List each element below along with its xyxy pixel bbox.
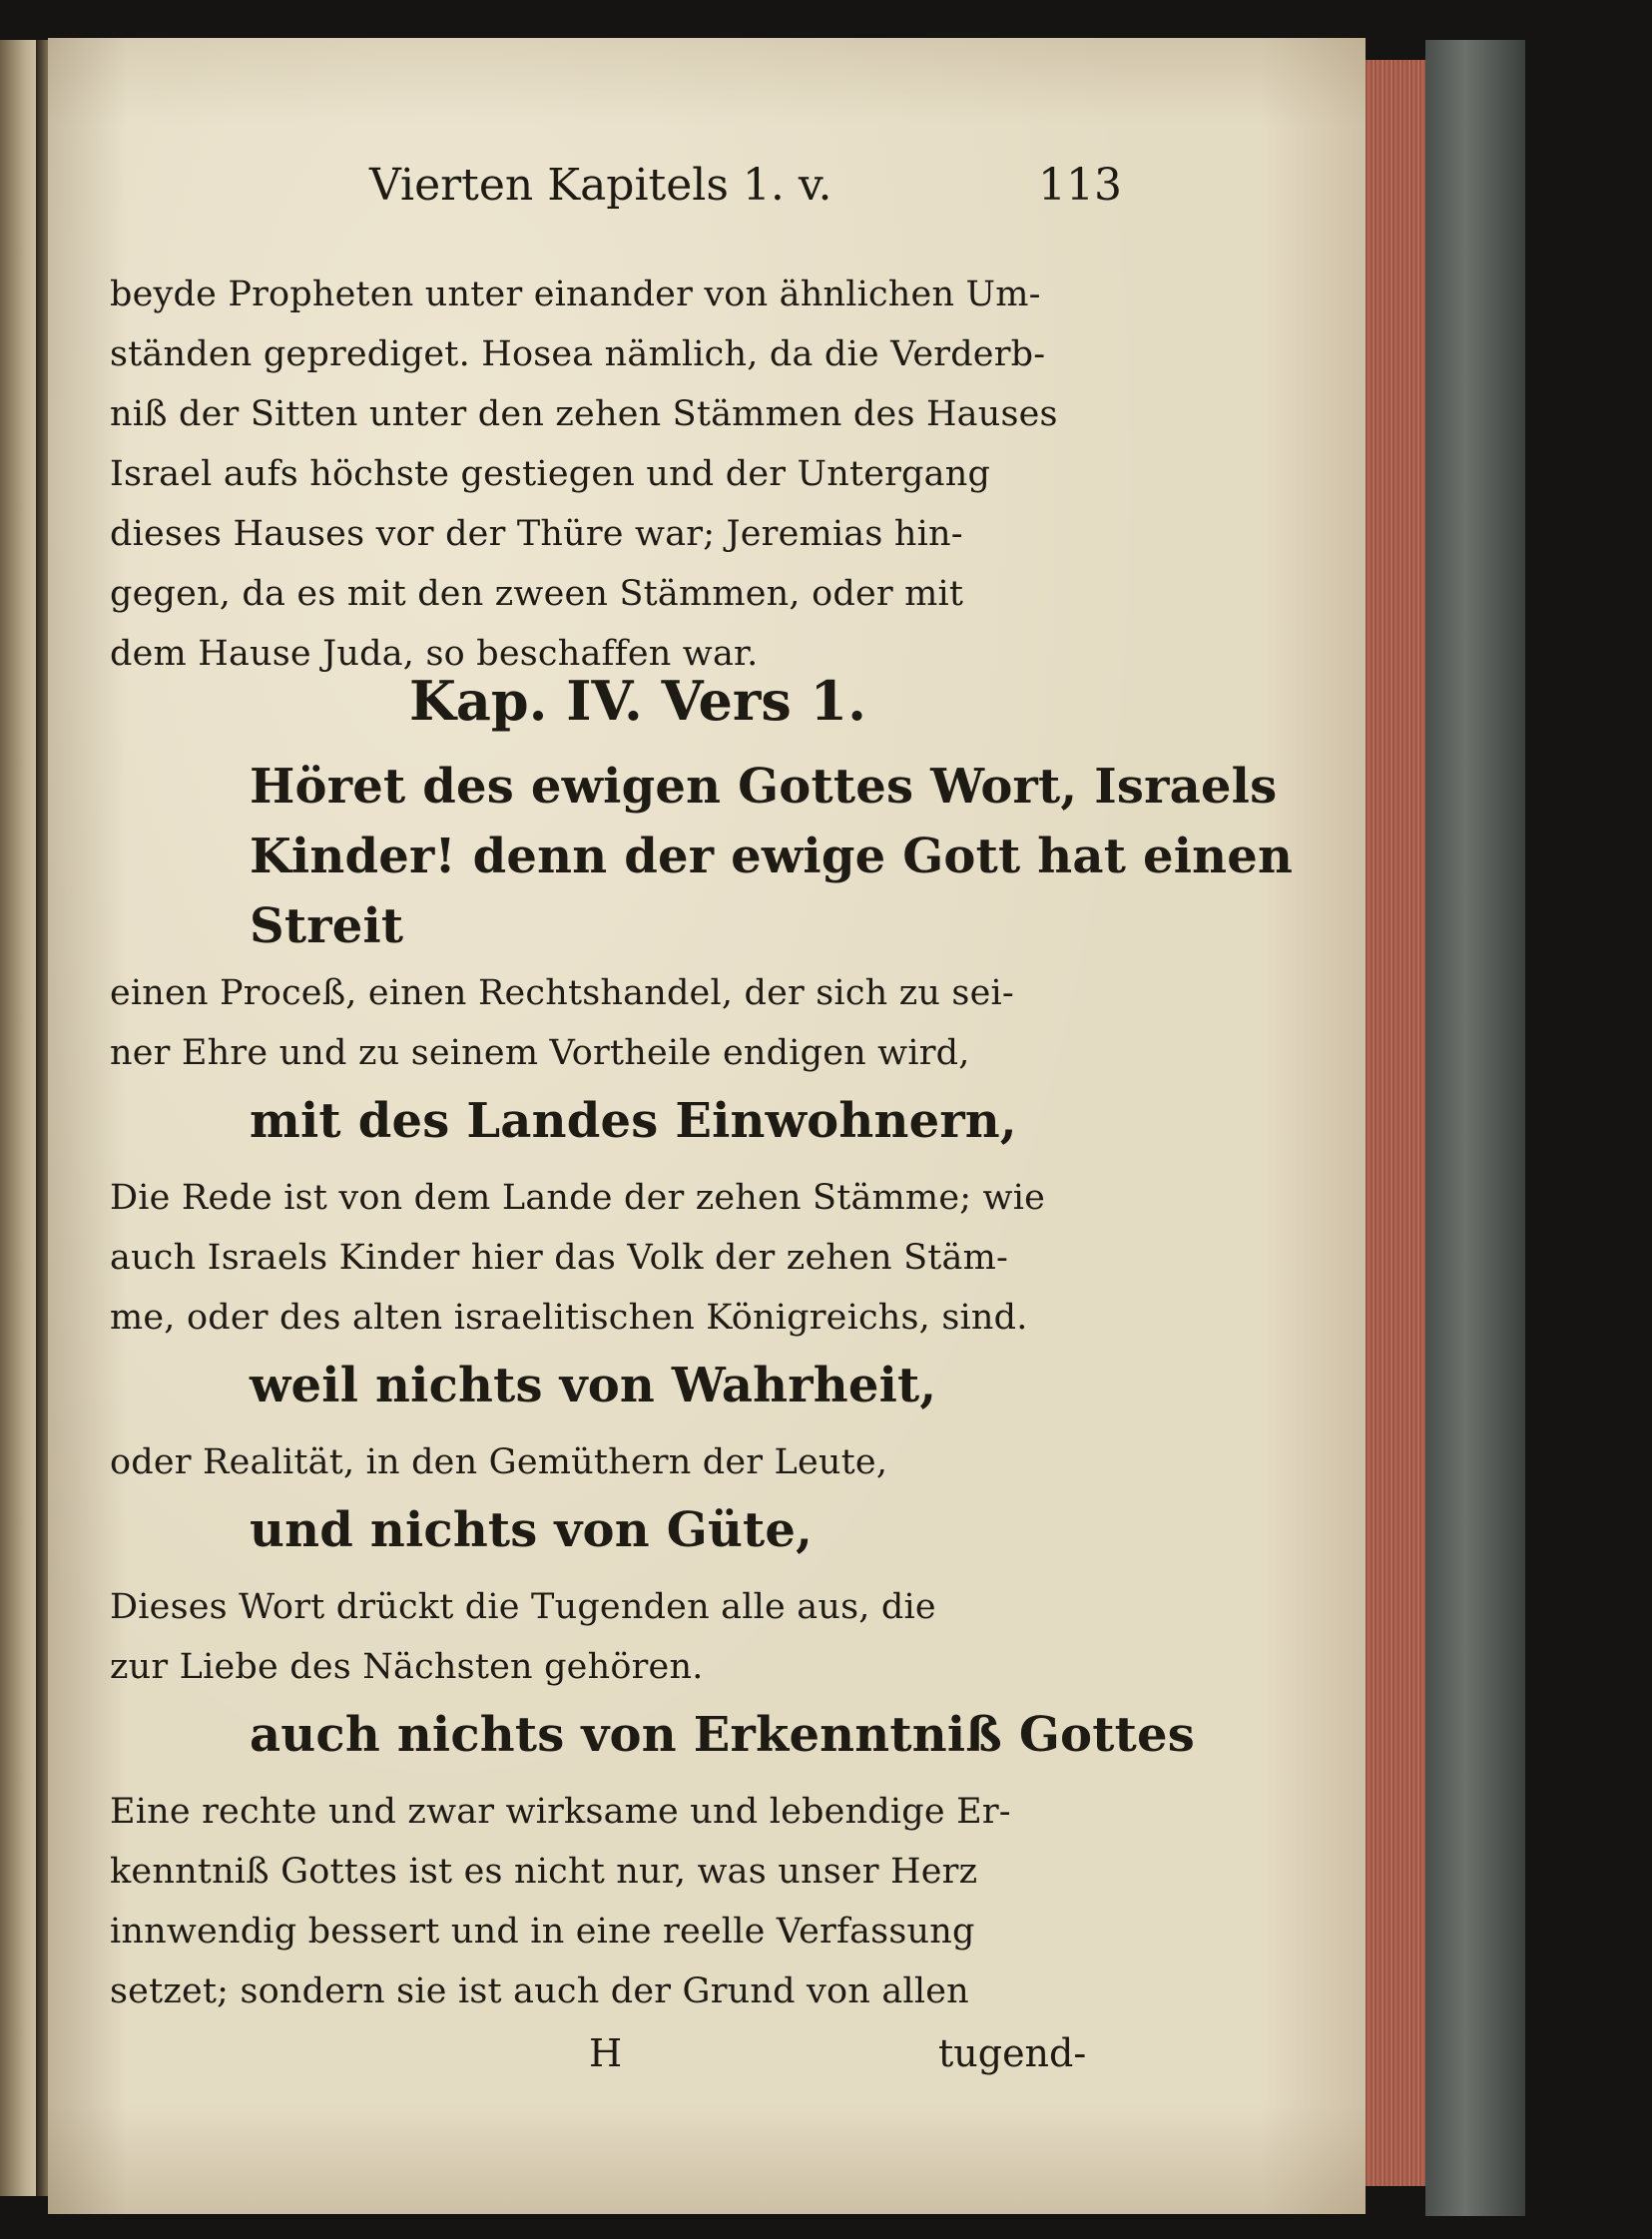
paragraph-line: niß der Sitten unter den zehen Stämmen des Hauses — [110, 394, 1058, 434]
commentary-line: oder Realität, in den Gemüthern der Leute, — [110, 1442, 888, 1482]
commentary-line: einen Proceß, einen Rechtshandel, der sich zu sei- — [110, 973, 1014, 1013]
paragraph-line: dem Hause Juda, so beschaffen war. — [110, 634, 759, 674]
commentary-line: innwendig bessert und in eine reelle Verfassung — [110, 1912, 975, 1952]
verse-line: auch nichts von Erkenntniß Gottes — [250, 1707, 1195, 1763]
verse-line: Höret des ewigen Gottes Wort, Israels — [250, 759, 1278, 815]
paragraph-line: beyde Propheten unter einander von ähnlichen Um- — [110, 275, 1041, 314]
commentary-line: auch Israels Kinder hier das Volk der zehen Stäm- — [110, 1238, 1009, 1278]
red-page-edges — [1366, 60, 1425, 2186]
commentary-line: Dieses Wort drückt die Tugenden alle aus, die — [110, 1587, 936, 1627]
paragraph-line: dieses Hauses vor der Thüre war; Jeremias hin- — [110, 514, 963, 554]
commentary-line: zur Liebe des Nächsten gehören. — [110, 1647, 704, 1687]
chapter-verse-heading: Kap. IV. Vers 1. — [409, 669, 866, 733]
verse-line: Kinder! denn der ewige Gott hat einen — [250, 829, 1294, 884]
paragraph-line: ständen geprediget. Hosea nämlich, da die Verderb- — [110, 334, 1046, 374]
catchword: tugend- — [938, 2031, 1087, 2075]
verse-line: und nichts von Güte, — [250, 1502, 814, 1558]
page-number: 113 — [1038, 160, 1122, 211]
verse-line: weil nichts von Wahrheit, — [250, 1358, 937, 1413]
commentary-line: Die Rede ist von dem Lande der zehen Stämme; wie — [110, 1178, 1046, 1218]
paragraph-line: Israel aufs höchste gestiegen und der Untergang — [110, 454, 991, 494]
paragraph-line: gegen, da es mit den zween Stämmen, oder mit — [110, 574, 964, 614]
verse-line: Streit — [250, 898, 404, 954]
commentary-line: ner Ehre und zu seinem Vortheile endigen wird, — [110, 1033, 970, 1073]
verse-line: mit des Landes Einwohnern, — [250, 1093, 1017, 1149]
commentary-line: kenntniß Gottes ist es nicht nur, was unser Herz — [110, 1852, 978, 1892]
signature-mark: H — [589, 2031, 623, 2075]
running-header: Vierten Kapitels 1. v. — [369, 160, 832, 211]
book-cover — [1425, 40, 1525, 2216]
page-text — [110, 0, 1308, 2239]
facing-page-edge — [0, 40, 40, 2196]
commentary-line: setzet; sondern sie ist auch der Grund von allen — [110, 1971, 969, 2011]
commentary-line: me, oder des alten israelitischen Königreichs, sind. — [110, 1298, 1028, 1338]
commentary-line: Eine rechte und zwar wirksame und lebendige Er- — [110, 1792, 1011, 1832]
